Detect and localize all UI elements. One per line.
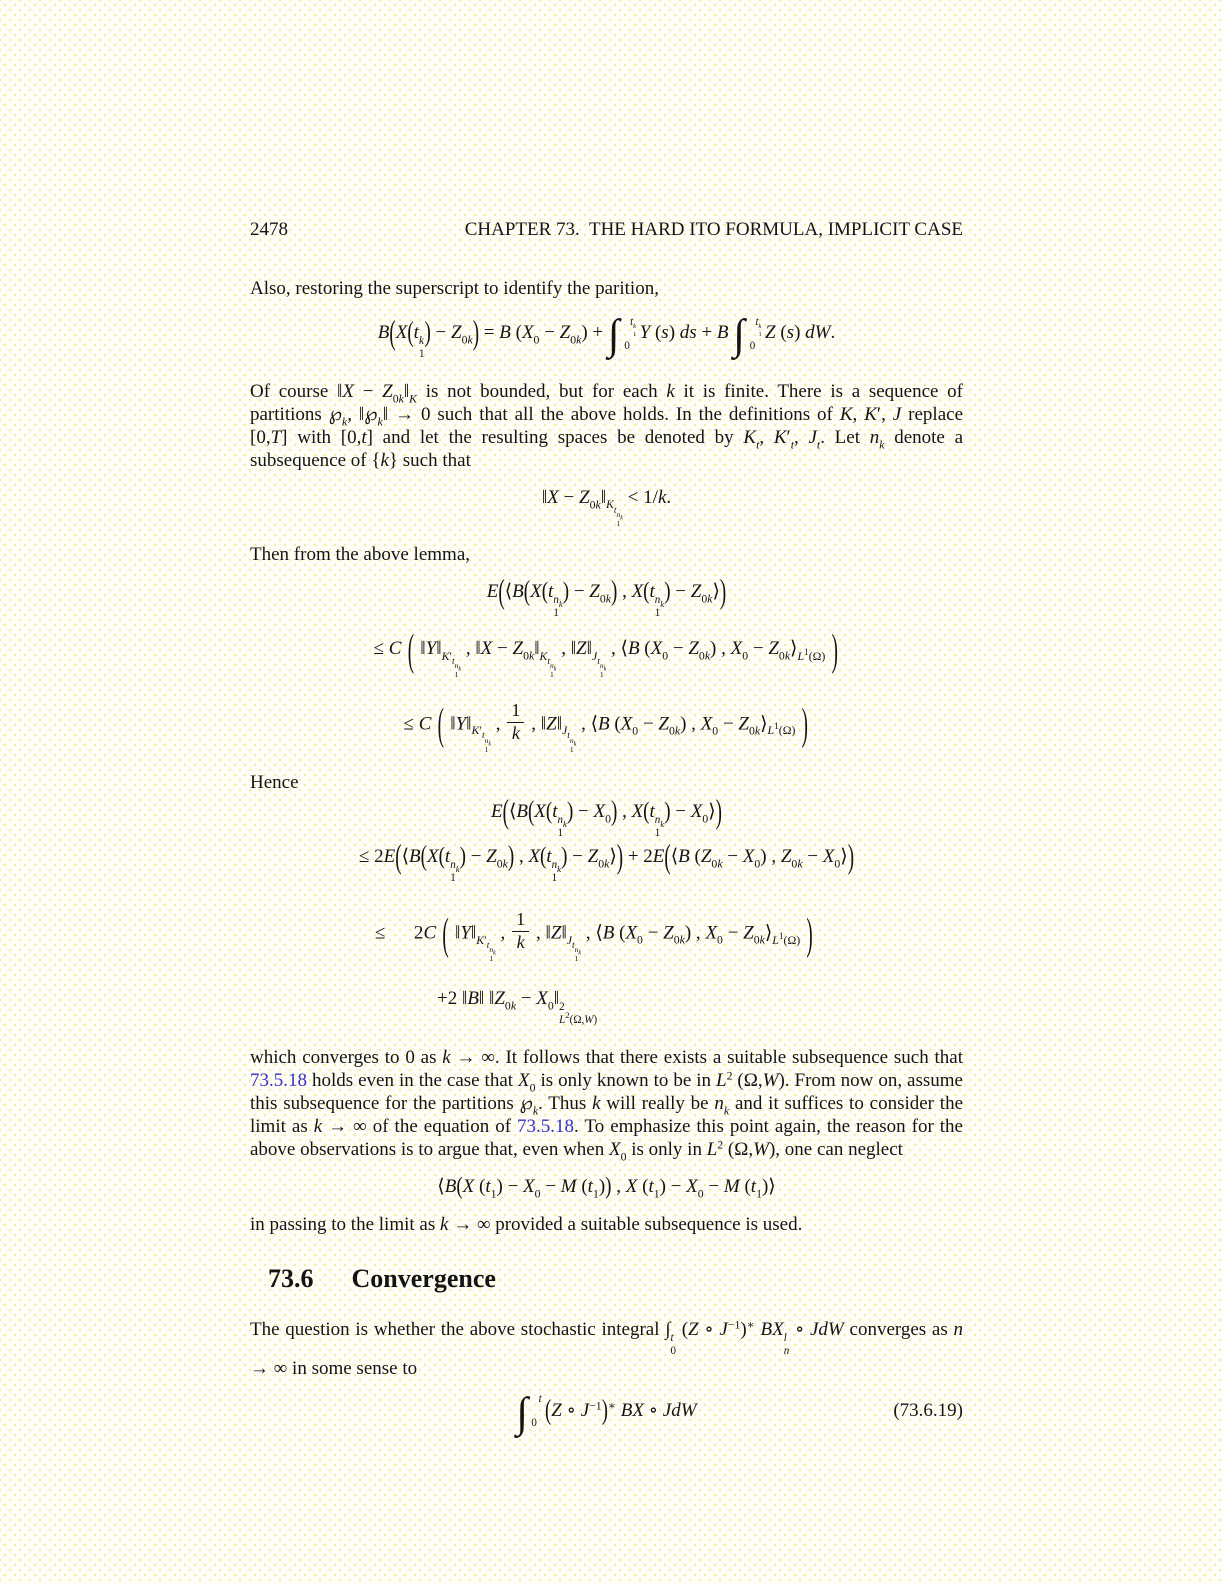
equation-neglect: ⟨B(X $(t_1) - X_0 - M$ $(t_1)$) , X $(t_1) - X_0 - M$ $(t_1)⟩$ <box>437 1172 776 1201</box>
section-title: Convergence <box>351 1263 496 1293</box>
paragraph-of-course: Of course ‖X − $Z_{0k}‖_K$ is not bounded, but for each k it is finite. There is a sequence of partitions $℘_k$, $‖℘_k‖ \to 0$ such that all the above holds. In the definitions of K, K′, J replace [0,T] with [0,t] and let the resulting spaces be denoted by $K_t$, $K'_t$, $J_t$. Let $n_k$ denote a subsequence of {k} such that <box>250 381 964 472</box>
equation-ito-formula: B(X(t k 1 ) − $Z_{0k}) = B$ $(X_0 - Z_{0k})$ + ∫ t k 1 0 Y (s) ds + B ∫ t k 1 0 Z (s) dW. <box>377 311 836 361</box>
equation-number: (73.6.19) <box>893 1400 963 1422</box>
ref-73-5-18-b[interactable]: 73.5.18 <box>517 1115 575 1137</box>
equation-bound-2: ≤ C ( $‖Y‖_{K'_{t n_k 1}}$ , $\frac{1}{k}$ , $‖Z‖_{J_{t n_k 1}}$ , ⟨B $(X_0 - Z_{0k})$ , $X_0$ − $Z_{0k}⟩_{L^1(\Omega)}$ ) <box>403 699 808 754</box>
equation-bound-1: ≤ C ( $‖Y‖_{K'_{t n_k 1}}$ , ‖X − $Z_{0k}‖_{K_{t n_k 1}}$ , $‖Z‖_{J_{t n_k 1}}$ , ⟨B $(X_0 - Z_{0k})$ , $X_0$ − $Z_{0k}⟩_{L^1(\Omega)}$ ) <box>373 626 838 680</box>
paragraph-in-passing: in passing to the limit as k → ∞ provided a suitable subsequence is used. <box>250 1213 803 1235</box>
equation-hence-bound: ≤ 2E(⟨B(X(t $n_k$ 1 ) − $Z_{0k}$) , X(t $n_k$ 1 ) − $Z_{0k}⟩$) + 2E(⟨B $(Z_{0k} - X_0)$ , $Z_{0k}$ − $X_0⟩$) <box>358 838 855 885</box>
running-header <box>250 219 963 241</box>
equation-hence-expectation: E(⟨B(X(t $n_k$ 1 ) − $X_0$) , X(t $n_k$ 1 ) − $X_0⟩$) <box>491 793 722 840</box>
section-number: 73.6 <box>268 1263 314 1293</box>
paragraph-converges: which converges to 0 as k → ∞. It follows that there exists a suitable subsequence such that 73.5.18 holds even in the case that $X_0$ is only known to be in $L^2$ (Ω,W). From now on, assume this subsequence for the partitions $℘_k$. Thus k will really be $n_k$ and it suffices to consider the limit as k → ∞ of the equation of 73.5.18. To emphasize this point again, the reason for the above observations is to argue that, even when $X_0$ is only in $L^2$ (Ω,W), one can neglect <box>250 1046 964 1164</box>
equation-norm-bound: ‖X − $Z_{0k}‖_{K_{t n_k 1}}$ < 1/k. <box>541 487 672 528</box>
paragraph-intro: Also, restoring the superscript to identify the parition, <box>250 278 659 299</box>
equation-convergence-target <box>250 1389 963 1437</box>
equation-body: ∫ t 0 (Z ∘ $J^{-1})^∗$ BX ∘ JdW <box>516 1389 697 1437</box>
ref-73-5-18[interactable]: 73.5.18 <box>250 1069 307 1091</box>
section-heading <box>268 1264 963 1294</box>
paragraph-hence: Hence <box>250 772 299 794</box>
equation-expectation: E(⟨B(X(t $n_k$ 1 ) − $Z_{0k}$) , X(t $n_k$ 1 ) − $Z_{0k}⟩$) <box>486 573 727 620</box>
paragraph-question: The question is whether the above stochastic integral ∫ t 0 (Z ∘ $J^{-1})^∗$ BX l n ∘ JdW converges as n → ∞ in some sense to <box>250 1318 963 1379</box>
equation-bound-3-line1: ≤ 2C ( $‖Y‖_{K'_{t n_k 1}}$ , $\frac{1}{k}$ , $‖Z‖_{J_{t n_k 1}}$ , ⟨B $(X_0 - Z_{0k})$ , $X_0$ − $Z_{0k}⟩_{L^1(\Omega)}$ ) <box>375 909 813 964</box>
equation-bound-3 <box>375 910 963 1026</box>
running-title: CHAPTER 73. THE HARD ITO FORMULA, IMPLICIT CASE <box>464 219 963 240</box>
paragraph-then-lemma: Then from the above lemma, <box>250 544 471 566</box>
equation-bound-3-line2: +2 ‖B‖ $‖Z_{0k}$ − $X_0‖$ 2 $L^2(\Omega,W)$ <box>437 987 598 1026</box>
page-number: 2478 <box>250 219 288 240</box>
